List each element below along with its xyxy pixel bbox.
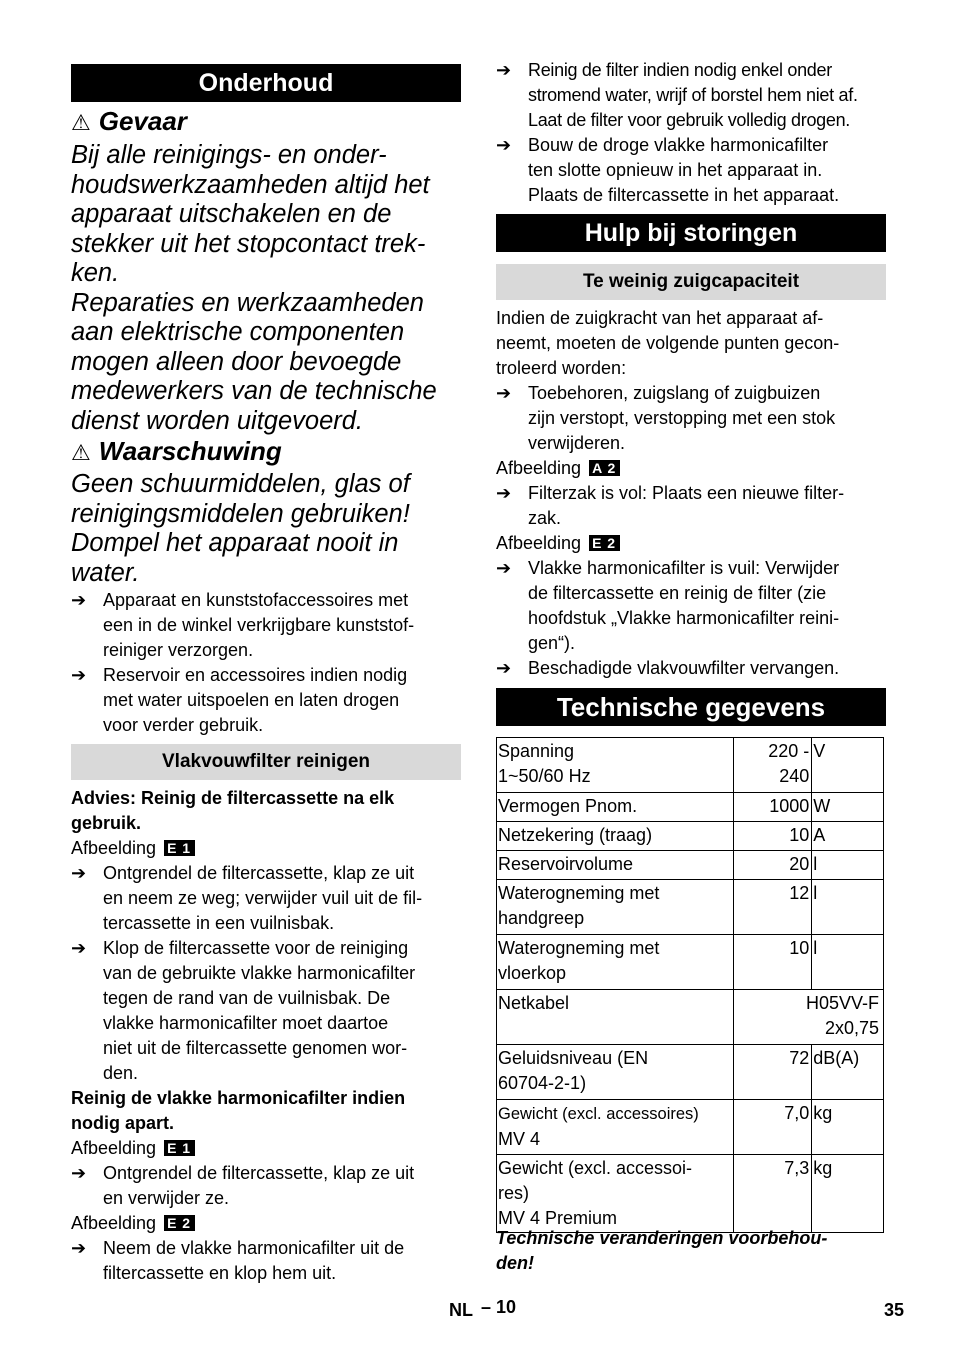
section-heading-technische: Technische gegevens: [496, 688, 886, 726]
intro-text: Indien de zuigkracht van het apparaat af- neemt, moeten de volgende punten gecon- troleerd worden:: [496, 308, 840, 378]
footer-language: NL: [449, 1300, 473, 1320]
list-item: ➔ Ontgrendel de filtercassette, klap ze uit en neem ze weg; verwijder vuil uit de fil- tercassette in een vuilnisbak.: [71, 863, 423, 933]
figure-badge: E 1: [164, 840, 195, 856]
arrow-right-icon: ➔: [496, 60, 512, 80]
danger-title: ⚠ Gevaar: [71, 106, 187, 136]
list-item: ➔ Neem de vlakke harmonicafilter uit de filtercassette en klop hem uit.: [71, 1238, 405, 1283]
figure-badge: E 1: [164, 1140, 195, 1156]
advice-text: Advies: Reinig de filtercassette na elk gebruik.: [71, 788, 395, 833]
subheading-zuigcapaciteit: Te weinig zuigcapaciteit: [496, 264, 886, 300]
danger-text: Bij alle reinigings- en onder- houdswerkzaamheden altijd het apparaat uitschakelen en de stekker uit het stopcontact trek- ken. Reparaties en werkzaamheden aan elektrische componenten mogen alleen door bevoegde medewerkers van de technische dienst worden uitgevoerd.: [71, 141, 437, 435]
table-row: Reservoirvolume 20 l: [497, 851, 884, 880]
arrow-right-icon: ➔: [71, 590, 87, 610]
arrow-right-icon: ➔: [496, 383, 512, 403]
footnote: Technische veranderingen voorbehou- den!: [496, 1228, 828, 1273]
list-item: ➔ Reservoir en accessoires indien nodig met water uitspoelen en laten drogen voor verder gebruik.: [71, 665, 408, 735]
list-item: ➔ Beschadigde vlakvouwfilter vervangen.: [496, 656, 891, 681]
arrow-right-icon: ➔: [71, 863, 87, 883]
arrow-right-icon: ➔: [496, 135, 512, 155]
arrow-right-icon: ➔: [496, 483, 512, 503]
table-row: Netkabel H05VV-F 2x0,75: [497, 990, 884, 1045]
section-heading-onderhoud: Onderhoud: [71, 64, 461, 102]
figure-reference: Afbeelding E 2: [71, 1211, 195, 1236]
warning-triangle-icon: ⚠: [71, 440, 91, 465]
list-item: ➔ Reinig de filter indien nodig enkel onder stromend water, wrijf of borstel hem niet af. Laat de filter voor gebruik volledig drogen.: [496, 60, 858, 130]
figure-reference: Afbeelding A 2: [496, 456, 620, 481]
warning-title: ⚠ Waarschuwing: [71, 436, 282, 466]
footer-local-page: – 10: [481, 1297, 517, 1317]
arrow-right-icon: ➔: [496, 558, 512, 578]
arrow-right-icon: ➔: [71, 1163, 87, 1183]
instruction-bold: Reinig de vlakke harmonicafilter indien nodig apart.: [71, 1088, 406, 1133]
table-row: Gewicht (excl. accessoi- res) MV 4 Premium 7,3 kg: [497, 1155, 884, 1233]
figure-badge: E 2: [164, 1215, 195, 1231]
figure-reference: Afbeelding E 1: [71, 836, 195, 861]
figure-badge: A 2: [589, 460, 620, 476]
warning-text: Geen schuurmiddelen, glas of reinigingsmiddelen gebruiken! Dompel het apparaat nooit in water.: [71, 470, 410, 587]
table-row: Vermogen Pnom. 1000 W: [497, 793, 884, 822]
table-row: Waterogneming met vloerkop 10 l: [497, 935, 884, 990]
table-row: Waterogneming met handgreep 12 l: [497, 880, 884, 935]
arrow-right-icon: ➔: [71, 938, 87, 958]
figure-reference: Afbeelding E 2: [496, 531, 620, 556]
table-row: Gewicht (excl. accessoires) MV 4 7,0 kg: [497, 1100, 884, 1155]
subheading-vlakvouwfilter: Vlakvouwfilter reinigen: [71, 744, 461, 780]
section-heading-storingen: Hulp bij storingen: [496, 214, 886, 252]
arrow-right-icon: ➔: [496, 658, 512, 678]
list-item: ➔ Apparaat en kunststofaccessoires met een in de winkel verkrijgbare kunststof- reiniger verzorgen.: [71, 590, 415, 660]
arrow-right-icon: ➔: [71, 665, 87, 685]
table-row: Spanning 1~50/60 Hz 220 - 240 V: [497, 738, 884, 793]
arrow-right-icon: ➔: [71, 1238, 87, 1258]
warning-triangle-icon: ⚠: [71, 110, 91, 135]
list-item: ➔ Filterzak is vol: Plaats een nieuwe filter- zak.: [496, 483, 845, 528]
figure-badge: E 2: [589, 535, 620, 551]
page-number: 35: [884, 1300, 905, 1320]
table-row: Netzekering (traag) 10 A: [497, 822, 884, 851]
list-item: ➔ Ontgrendel de filtercassette, klap ze uit en verwijder ze.: [71, 1163, 415, 1208]
figure-reference: Afbeelding E 1: [71, 1136, 195, 1161]
table-row: Geluidsniveau (EN 60704-2-1) 72 dB(A): [497, 1045, 884, 1100]
list-item: ➔ Bouw de droge vlakke harmonicafilter ten slotte opnieuw in het apparaat in. Plaats de filtercassette in het apparaat.: [496, 135, 840, 205]
list-item: ➔ Toebehoren, zuigslang of zuigbuizen zijn verstopt, verstopping met een stok verwijderen.: [496, 383, 836, 453]
list-item: ➔ Klop de filtercassette voor de reiniging van de gebruikte vlakke harmonicafilter tegen de rand van de vuilnisbak. De vlakke harmonicafilter moet daartoe niet uit de filtercassette genomen wor- den.: [71, 938, 416, 1083]
spec-table: [496, 737, 884, 1233]
list-item: ➔ Vlakke harmonicafilter is vuil: Verwijder de filtercassette en reinig de filter (zie hoofdstuk „Vlakke harmonicafilter reini- gen“).: [496, 558, 840, 653]
